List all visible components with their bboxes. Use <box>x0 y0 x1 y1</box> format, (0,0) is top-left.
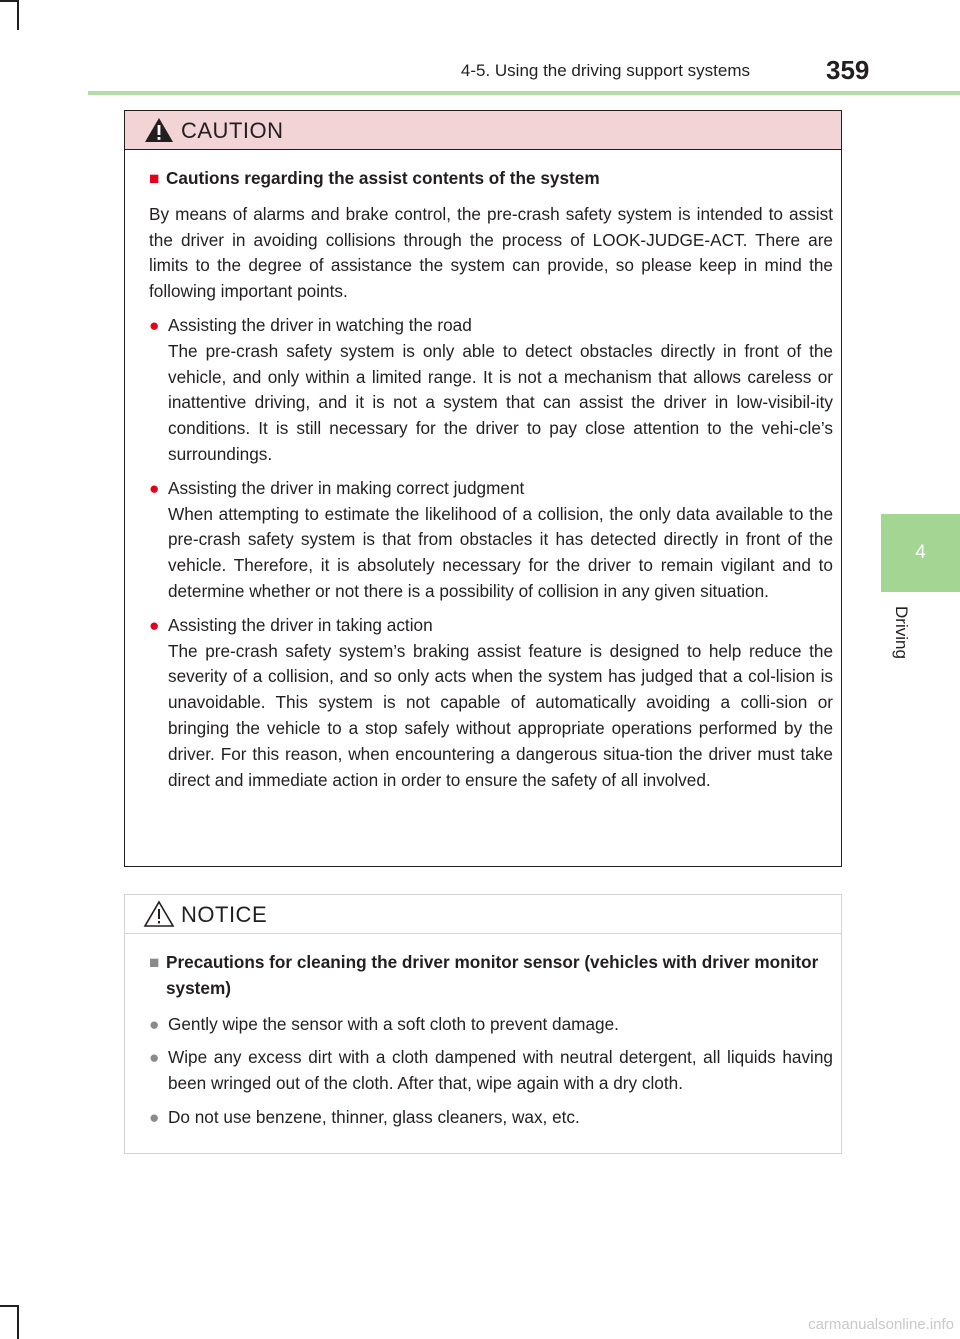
square-bullet-icon: ■ <box>149 168 160 188</box>
caution-header <box>125 111 841 150</box>
caution-label: CAUTION <box>181 118 284 143</box>
list-item <box>149 1012 833 1038</box>
list-item <box>149 613 833 794</box>
crop-mark <box>17 1305 19 1339</box>
bullet-dot-icon: ● <box>149 1047 160 1068</box>
square-bullet-icon: ■ <box>149 952 160 972</box>
caution-heading <box>149 166 833 192</box>
list-item-text: The pre-crash safety system’s braking assist feature is designed to help reduce the severity of a collision, and so only acts when the system has judged that a col-lision is unavoidable. This system is not capable of automatically avoiding a colli-sion or bringing the vehicle to a stop safely without appropriate operations performed by the driver. For this reason, when encountering a dangerous situa-tion the driver must take direct and immediate action in order to ensure the safety of all involved. <box>168 640 833 790</box>
notice-label: NOTICE <box>181 902 268 927</box>
list-item-text: Gently wipe the sensor with a soft cloth to prevent damage. <box>168 1013 619 1034</box>
bullet-dot-icon: ● <box>149 314 160 335</box>
watermark: carmanualsonline.info <box>808 1316 954 1333</box>
list-item <box>149 1105 833 1131</box>
bullet-dot-icon: ● <box>149 614 160 635</box>
notice-header <box>125 895 841 934</box>
list-item-text: Do not use benzene, thinner, glass cleaners, wax, etc. <box>168 1106 580 1127</box>
notice-body <box>125 934 841 1131</box>
caution-box <box>124 110 842 867</box>
chapter-number: 4 <box>915 542 926 563</box>
caution-heading-text: Cautions regarding the assist contents of the system <box>166 168 600 188</box>
bullet-dot-icon: ● <box>149 477 160 498</box>
header-rule <box>88 91 960 95</box>
crop-mark <box>17 0 19 30</box>
page-number: 359 <box>826 55 870 85</box>
list-item-text: Wipe any excess dirt with a cloth dampened with neutral detergent, all liquids having been wringed out of the cloth. After that, wipe again with a dry cloth. <box>168 1047 833 1094</box>
notice-heading-text: Precautions for cleaning the driver monitor sensor (vehicles with driver monitor system) <box>166 952 819 998</box>
list-item <box>149 1045 833 1097</box>
notice-box <box>124 894 842 1154</box>
list-item <box>149 476 833 605</box>
list-item-text: When attempting to estimate the likelihood of a collision, the only data available to the pre-crash safety system is that from obstacles it has detected directly in front of the vehicle. Therefore, it is absolutely necessary for the driver to remain vigilant and to determine whether or not there is a possibility of collision in any given situation. <box>168 503 833 601</box>
crop-mark <box>0 1305 18 1307</box>
crop-mark <box>0 0 18 2</box>
list-item-title: Assisting the driver in taking action <box>168 614 433 635</box>
notice-heading <box>149 950 833 1002</box>
bullet-dot-icon: ● <box>149 1106 160 1127</box>
chapter-label: Driving <box>892 606 911 659</box>
section-title: 4-5. Using the driving support systems <box>460 61 750 80</box>
list-item-title: Assisting the driver in making correct judgment <box>168 477 525 498</box>
caution-body <box>125 150 841 793</box>
list-item-text: The pre-crash safety system is only able to detect obstacles directly in front of the vehicle, and only within a limited range. It is not a mechanism that allows careless or inattentive driving, and it is not a system that can assist the driver in low-visibil-ity conditions. It is still necessary for the driver to pay close attention to the vehi-cle’s surroundings. <box>168 340 833 464</box>
warning-triangle-icon <box>143 115 175 145</box>
bullet-dot-icon: ● <box>149 1013 160 1034</box>
caution-intro: By means of alarms and brake control, the pre-crash safety system is intended to assist the driver in avoiding collisions through the process of LOOK-JUDGE-ACT. There are limits to the degree of assistance the system can provide, so please keep in mind the following important points. <box>149 203 833 302</box>
list-item-title: Assisting the driver in watching the road <box>168 314 472 335</box>
chapter-tab <box>881 514 960 592</box>
warning-outline-icon <box>143 899 175 929</box>
list-item <box>149 313 833 468</box>
